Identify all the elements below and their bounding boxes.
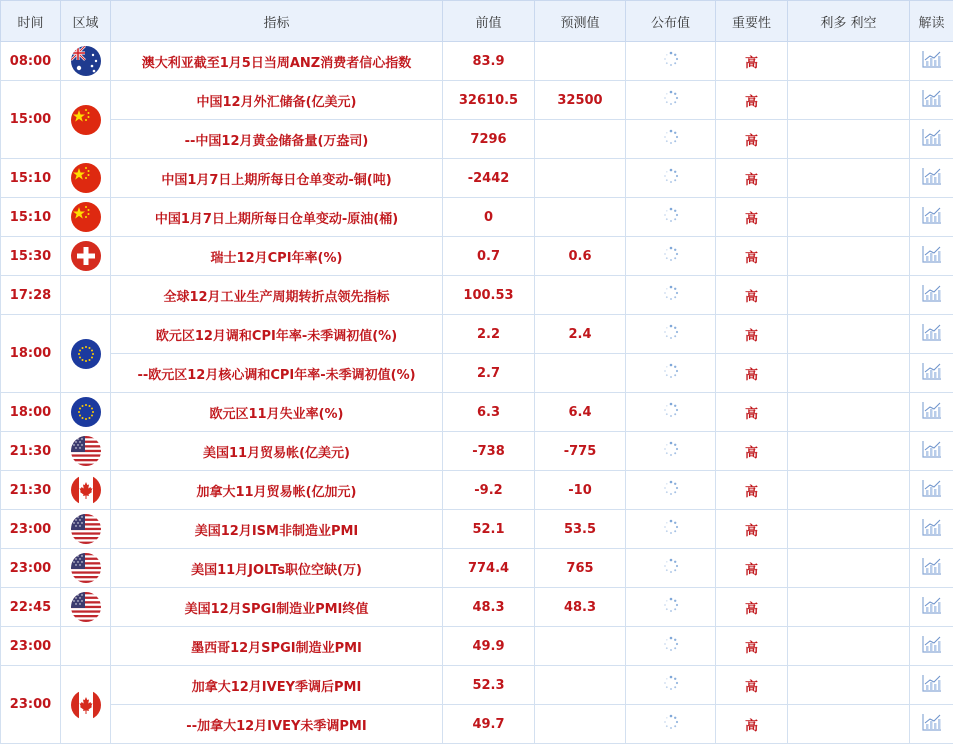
loading-spinner-icon bbox=[663, 246, 679, 266]
china-flag-icon bbox=[71, 202, 101, 232]
row-analysis[interactable] bbox=[910, 510, 953, 549]
row-forecast bbox=[535, 198, 626, 237]
row-analysis[interactable] bbox=[910, 42, 953, 81]
row-time: 23:00 bbox=[1, 510, 61, 549]
header-impact: 利多 利空 bbox=[788, 1, 910, 42]
table-row bbox=[1, 159, 953, 198]
row-impact bbox=[788, 666, 910, 705]
header-indicator: 指标 bbox=[111, 1, 443, 42]
row-region bbox=[61, 42, 111, 81]
table-row bbox=[1, 627, 953, 666]
row-previous: 52.1 bbox=[443, 510, 535, 549]
row-importance: 高 bbox=[716, 627, 788, 666]
row-importance: 高 bbox=[716, 393, 788, 432]
chart-analysis-icon[interactable] bbox=[922, 362, 942, 384]
table-row bbox=[1, 120, 953, 159]
row-actual bbox=[626, 276, 716, 315]
row-actual bbox=[626, 666, 716, 705]
row-analysis[interactable] bbox=[910, 120, 953, 159]
header-importance: 重要性 bbox=[716, 1, 788, 42]
row-impact bbox=[788, 81, 910, 120]
row-time: 15:30 bbox=[1, 237, 61, 276]
row-previous: 2.2 bbox=[443, 315, 535, 354]
row-region bbox=[61, 432, 111, 471]
loading-spinner-icon bbox=[663, 675, 679, 695]
table-row bbox=[1, 393, 953, 432]
row-actual bbox=[626, 432, 716, 471]
loading-spinner-icon bbox=[663, 441, 679, 461]
row-actual bbox=[626, 510, 716, 549]
row-importance: 高 bbox=[716, 549, 788, 588]
row-region bbox=[61, 81, 111, 159]
header-time: 时间 bbox=[1, 1, 61, 42]
row-forecast bbox=[535, 276, 626, 315]
row-indicator[interactable]: 加拿大11月贸易帐(亿加元) bbox=[111, 471, 443, 510]
row-forecast bbox=[535, 354, 626, 393]
row-region bbox=[61, 510, 111, 549]
loading-spinner-icon bbox=[663, 597, 679, 617]
row-analysis[interactable] bbox=[910, 393, 953, 432]
row-indicator[interactable]: 加拿大12月IVEY季调后PMI bbox=[111, 666, 443, 705]
row-importance: 高 bbox=[716, 315, 788, 354]
row-analysis[interactable] bbox=[910, 471, 953, 510]
row-analysis[interactable] bbox=[910, 666, 953, 705]
row-indicator[interactable]: 美国12月ISM非制造业PMI bbox=[111, 510, 443, 549]
row-indicator[interactable]: 墨西哥12月SPGI制造业PMI bbox=[111, 627, 443, 666]
row-forecast bbox=[535, 705, 626, 744]
row-time: 23:00 bbox=[1, 666, 61, 744]
loading-spinner-icon bbox=[663, 51, 679, 71]
row-previous: -9.2 bbox=[443, 471, 535, 510]
row-impact bbox=[788, 159, 910, 198]
chart-analysis-icon[interactable] bbox=[922, 323, 942, 345]
loading-spinner-icon bbox=[663, 129, 679, 149]
loading-spinner-icon bbox=[663, 90, 679, 110]
row-previous: 48.3 bbox=[443, 588, 535, 627]
switzerland-flag-icon bbox=[71, 241, 101, 271]
row-indicator[interactable]: 中国12月外汇储备(亿美元) bbox=[111, 81, 443, 120]
row-forecast: -775 bbox=[535, 432, 626, 471]
row-importance: 高 bbox=[716, 120, 788, 159]
row-actual bbox=[626, 315, 716, 354]
row-impact bbox=[788, 705, 910, 744]
china-flag-icon bbox=[71, 105, 101, 135]
row-analysis[interactable] bbox=[910, 159, 953, 198]
row-actual bbox=[626, 705, 716, 744]
row-previous: 0 bbox=[443, 198, 535, 237]
row-previous: 100.53 bbox=[443, 276, 535, 315]
row-time: 18:00 bbox=[1, 393, 61, 432]
row-region bbox=[61, 237, 111, 276]
row-previous: 2.7 bbox=[443, 354, 535, 393]
row-importance: 高 bbox=[716, 588, 788, 627]
row-importance: 高 bbox=[716, 432, 788, 471]
canada-flag-icon bbox=[71, 690, 101, 720]
chart-analysis-icon[interactable] bbox=[922, 713, 942, 735]
row-indicator[interactable]: 美国12月SPGI制造业PMI终值 bbox=[111, 588, 443, 627]
row-impact bbox=[788, 198, 910, 237]
row-previous: 52.3 bbox=[443, 666, 535, 705]
row-time: 15:10 bbox=[1, 159, 61, 198]
row-actual bbox=[626, 198, 716, 237]
row-importance: 高 bbox=[716, 276, 788, 315]
row-indicator[interactable]: --中国12月黄金储备量(万盎司) bbox=[111, 120, 443, 159]
row-region bbox=[61, 549, 111, 588]
row-forecast: 0.6 bbox=[535, 237, 626, 276]
row-impact bbox=[788, 42, 910, 81]
loading-spinner-icon bbox=[663, 324, 679, 344]
row-analysis[interactable] bbox=[910, 588, 953, 627]
row-analysis[interactable] bbox=[910, 354, 953, 393]
chart-analysis-icon[interactable] bbox=[922, 674, 942, 696]
row-actual bbox=[626, 588, 716, 627]
row-indicator[interactable]: 全球12月工业生产周期转折点领先指标 bbox=[111, 276, 443, 315]
usa-flag-icon bbox=[71, 592, 101, 622]
row-forecast: 32500 bbox=[535, 81, 626, 120]
row-impact bbox=[788, 432, 910, 471]
row-analysis[interactable] bbox=[910, 549, 953, 588]
row-importance: 高 bbox=[716, 159, 788, 198]
row-importance: 高 bbox=[716, 354, 788, 393]
row-indicator[interactable]: 欧元区11月失业率(%) bbox=[111, 393, 443, 432]
loading-spinner-icon bbox=[663, 558, 679, 578]
table-row bbox=[1, 588, 953, 627]
row-region bbox=[61, 315, 111, 393]
row-forecast bbox=[535, 627, 626, 666]
row-indicator[interactable]: 美国11月JOLTs职位空缺(万) bbox=[111, 549, 443, 588]
row-forecast: 765 bbox=[535, 549, 626, 588]
row-region bbox=[61, 159, 111, 198]
table-row bbox=[1, 42, 953, 81]
row-forecast bbox=[535, 42, 626, 81]
loading-spinner-icon bbox=[663, 363, 679, 383]
header-previous: 前值 bbox=[443, 1, 535, 42]
row-analysis[interactable] bbox=[910, 276, 953, 315]
loading-spinner-icon bbox=[663, 285, 679, 305]
table-row bbox=[1, 81, 953, 120]
row-previous: 32610.5 bbox=[443, 81, 535, 120]
header-region: 区域 bbox=[61, 1, 111, 42]
chart-analysis-icon[interactable] bbox=[922, 440, 942, 462]
row-forecast: 53.5 bbox=[535, 510, 626, 549]
row-importance: 高 bbox=[716, 705, 788, 744]
row-importance: 高 bbox=[716, 198, 788, 237]
row-previous: -2442 bbox=[443, 159, 535, 198]
row-previous: 49.9 bbox=[443, 627, 535, 666]
header-actual: 公布值 bbox=[626, 1, 716, 42]
row-indicator[interactable]: --欧元区12月核心调和CPI年率-未季调初值(%) bbox=[111, 354, 443, 393]
chart-analysis-icon[interactable] bbox=[922, 557, 942, 579]
row-indicator[interactable]: 美国11月贸易帐(亿美元) bbox=[111, 432, 443, 471]
chart-analysis-icon[interactable] bbox=[922, 128, 942, 150]
table-row bbox=[1, 471, 953, 510]
loading-spinner-icon bbox=[663, 207, 679, 227]
row-previous: 7296 bbox=[443, 120, 535, 159]
row-time: 17:28 bbox=[1, 276, 61, 315]
usa-flag-icon bbox=[71, 436, 101, 466]
row-analysis[interactable] bbox=[910, 432, 953, 471]
row-actual bbox=[626, 120, 716, 159]
row-actual bbox=[626, 627, 716, 666]
row-impact bbox=[788, 510, 910, 549]
row-forecast bbox=[535, 159, 626, 198]
row-impact bbox=[788, 237, 910, 276]
row-indicator[interactable]: 中国1月7日上期所每日仓单变动-原油(桶) bbox=[111, 198, 443, 237]
row-analysis[interactable] bbox=[910, 198, 953, 237]
row-time: 21:30 bbox=[1, 432, 61, 471]
chart-analysis-icon[interactable] bbox=[922, 206, 942, 228]
row-previous: 83.9 bbox=[443, 42, 535, 81]
row-impact bbox=[788, 315, 910, 354]
loading-spinner-icon bbox=[663, 714, 679, 734]
chart-analysis-icon[interactable] bbox=[922, 479, 942, 501]
row-importance: 高 bbox=[716, 510, 788, 549]
row-actual bbox=[626, 81, 716, 120]
table-row bbox=[1, 315, 953, 354]
loading-spinner-icon bbox=[663, 636, 679, 656]
row-previous: -738 bbox=[443, 432, 535, 471]
canada-flag-icon bbox=[71, 475, 101, 505]
row-time: 21:30 bbox=[1, 471, 61, 510]
row-previous: 49.7 bbox=[443, 705, 535, 744]
chart-analysis-icon[interactable] bbox=[922, 89, 942, 111]
row-analysis[interactable] bbox=[910, 81, 953, 120]
loading-spinner-icon bbox=[663, 168, 679, 188]
row-impact bbox=[788, 276, 910, 315]
row-forecast: 2.4 bbox=[535, 315, 626, 354]
usa-flag-icon bbox=[71, 514, 101, 544]
chart-analysis-icon[interactable] bbox=[922, 167, 942, 189]
row-analysis[interactable] bbox=[910, 237, 953, 276]
row-importance: 高 bbox=[716, 42, 788, 81]
row-actual bbox=[626, 42, 716, 81]
table-row bbox=[1, 549, 953, 588]
chart-analysis-icon[interactable] bbox=[922, 284, 942, 306]
table-row bbox=[1, 198, 953, 237]
row-analysis[interactable] bbox=[910, 315, 953, 354]
row-time: 23:00 bbox=[1, 627, 61, 666]
row-actual bbox=[626, 354, 716, 393]
row-previous: 0.7 bbox=[443, 237, 535, 276]
row-time: 08:00 bbox=[1, 42, 61, 81]
row-impact bbox=[788, 627, 910, 666]
header-row bbox=[1, 1, 953, 42]
row-importance: 高 bbox=[716, 471, 788, 510]
row-importance: 高 bbox=[716, 666, 788, 705]
row-importance: 高 bbox=[716, 81, 788, 120]
row-forecast: 48.3 bbox=[535, 588, 626, 627]
table-row bbox=[1, 237, 953, 276]
row-actual bbox=[626, 393, 716, 432]
loading-spinner-icon bbox=[663, 519, 679, 539]
row-region bbox=[61, 471, 111, 510]
row-indicator[interactable]: 欧元区12月调和CPI年率-未季调初值(%) bbox=[111, 315, 443, 354]
table-row bbox=[1, 354, 953, 393]
row-region bbox=[61, 627, 111, 666]
australia-flag-icon bbox=[71, 46, 101, 76]
table-row bbox=[1, 276, 953, 315]
row-impact bbox=[788, 549, 910, 588]
row-impact bbox=[788, 393, 910, 432]
header-forecast: 预测值 bbox=[535, 1, 626, 42]
row-impact bbox=[788, 120, 910, 159]
row-region bbox=[61, 393, 111, 432]
eu-flag-icon bbox=[71, 397, 101, 427]
table-row bbox=[1, 432, 953, 471]
row-region bbox=[61, 666, 111, 744]
row-importance: 高 bbox=[716, 237, 788, 276]
row-indicator[interactable]: 中国1月7日上期所每日仓单变动-铜(吨) bbox=[111, 159, 443, 198]
china-flag-icon bbox=[71, 163, 101, 193]
row-time: 18:00 bbox=[1, 315, 61, 393]
row-actual bbox=[626, 159, 716, 198]
row-analysis[interactable] bbox=[910, 705, 953, 744]
row-actual bbox=[626, 237, 716, 276]
row-indicator[interactable]: --加拿大12月IVEY未季调PMI bbox=[111, 705, 443, 744]
row-actual bbox=[626, 471, 716, 510]
chart-analysis-icon[interactable] bbox=[922, 635, 942, 657]
row-region bbox=[61, 276, 111, 315]
row-time: 15:00 bbox=[1, 81, 61, 159]
row-region bbox=[61, 198, 111, 237]
chart-analysis-icon[interactable] bbox=[922, 50, 942, 72]
row-indicator[interactable]: 瑞士12月CPI年率(%) bbox=[111, 237, 443, 276]
table-row bbox=[1, 510, 953, 549]
row-forecast: -10 bbox=[535, 471, 626, 510]
row-time: 22:45 bbox=[1, 588, 61, 627]
row-region bbox=[61, 588, 111, 627]
row-previous: 6.3 bbox=[443, 393, 535, 432]
row-impact bbox=[788, 471, 910, 510]
row-analysis[interactable] bbox=[910, 627, 953, 666]
chart-analysis-icon[interactable] bbox=[922, 401, 942, 423]
chart-analysis-icon[interactable] bbox=[922, 518, 942, 540]
row-actual bbox=[626, 549, 716, 588]
row-indicator[interactable]: 澳大利亚截至1月5日当周ANZ消费者信心指数 bbox=[111, 42, 443, 81]
row-previous: 774.4 bbox=[443, 549, 535, 588]
loading-spinner-icon bbox=[663, 480, 679, 500]
eu-flag-icon bbox=[71, 339, 101, 369]
row-forecast bbox=[535, 666, 626, 705]
row-impact bbox=[788, 354, 910, 393]
row-forecast bbox=[535, 120, 626, 159]
row-time: 15:10 bbox=[1, 198, 61, 237]
header-analysis: 解读 bbox=[910, 1, 953, 42]
chart-analysis-icon[interactable] bbox=[922, 245, 942, 267]
loading-spinner-icon bbox=[663, 402, 679, 422]
row-time: 23:00 bbox=[1, 549, 61, 588]
table-row bbox=[1, 705, 953, 744]
table-row bbox=[1, 666, 953, 705]
usa-flag-icon bbox=[71, 553, 101, 583]
row-impact bbox=[788, 588, 910, 627]
chart-analysis-icon[interactable] bbox=[922, 596, 942, 618]
row-forecast: 6.4 bbox=[535, 393, 626, 432]
